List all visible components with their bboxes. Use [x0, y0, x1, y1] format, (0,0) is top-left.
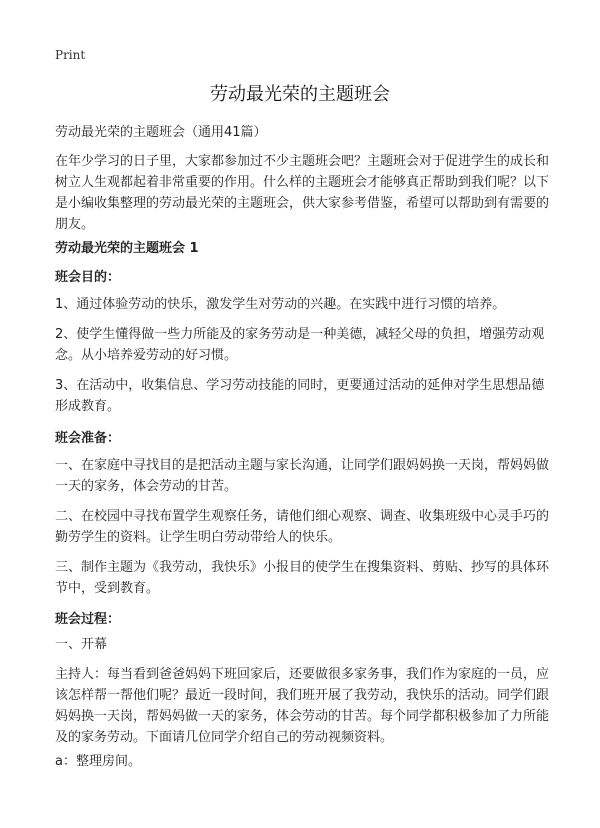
goal-heading: 班会目的： — [55, 270, 121, 285]
document-subtitle: 劳动最光荣的主题班会（通用41篇） — [55, 125, 267, 140]
host-paragraph: 主持人：每当看到爸爸妈妈下班回家后，还要做很多家务事，我们作为家庭的一员，应该怎样帮一帮他们呢？最近一段时间，我们班开展了我劳动，我快乐的活动。同学们跟妈妈换一天岗，帮妈妈做一天的家务，体会劳动的甘苦。每个同学都积极参加了力所能及的家务劳动。下面请几位同学介绍自己的劳动视频资料。 — [55, 667, 550, 745]
prep-item-1: 一、在家庭中寻找目的是把活动主题与家长沟通，让同学们跟妈妈换一天岗，帮妈妈做一天的家务，体会劳动的甘苦。 — [55, 458, 550, 494]
print-link[interactable]: Print — [55, 48, 86, 62]
section-title: 劳动最光荣的主题班会 1 — [55, 241, 199, 256]
opening-label: 一、开幕 — [55, 637, 108, 652]
prep-item-2: 二、在校园中寻找布置学生观察任务，请他们细心观察、调查、收集班级中心灵手巧的勤劳学生的资料。让学生明白劳动带给人的快乐。 — [55, 509, 550, 545]
page-title: 劳动最光荣的主题班会 — [210, 84, 390, 105]
intro-paragraph: 在年少学习的日子里，大家都参加过不少主题班会吧？主题班会对于促进学生的成长和树立人生观都起着非常重要的作用。什么样的主题班会才能够真正帮助到我们呢？以下是小编收集整理的劳动最光荣的主题班会，供大家参考借鉴，希望可以帮助到有需要的朋友。 — [55, 154, 550, 232]
goal-item-3: 3、在活动中，收集信息、学习劳动技能的同时，更要通过活动的延伸对学生思想品德形成教育。 — [55, 378, 545, 414]
goal-item-2: 2、使学生懂得做一些力所能及的家务劳动是一种美德，减轻父母的负担，增强劳动观念。从小培养爱劳动的好习惯。 — [55, 327, 545, 363]
process-heading: 班会过程： — [55, 612, 121, 627]
prep-item-3: 三、制作主题为《我劳动，我快乐》小报目的使学生在搜集资料、剪贴、抄写的具体环节中，受到教育。 — [55, 560, 550, 596]
prep-heading: 班会准备： — [55, 431, 121, 446]
goal-item-1: 1、通过体验劳动的快乐，激发学生对劳动的兴趣。在实践中进行习惯的培养。 — [55, 297, 506, 312]
item-a: a：整理房间。 — [55, 754, 141, 769]
